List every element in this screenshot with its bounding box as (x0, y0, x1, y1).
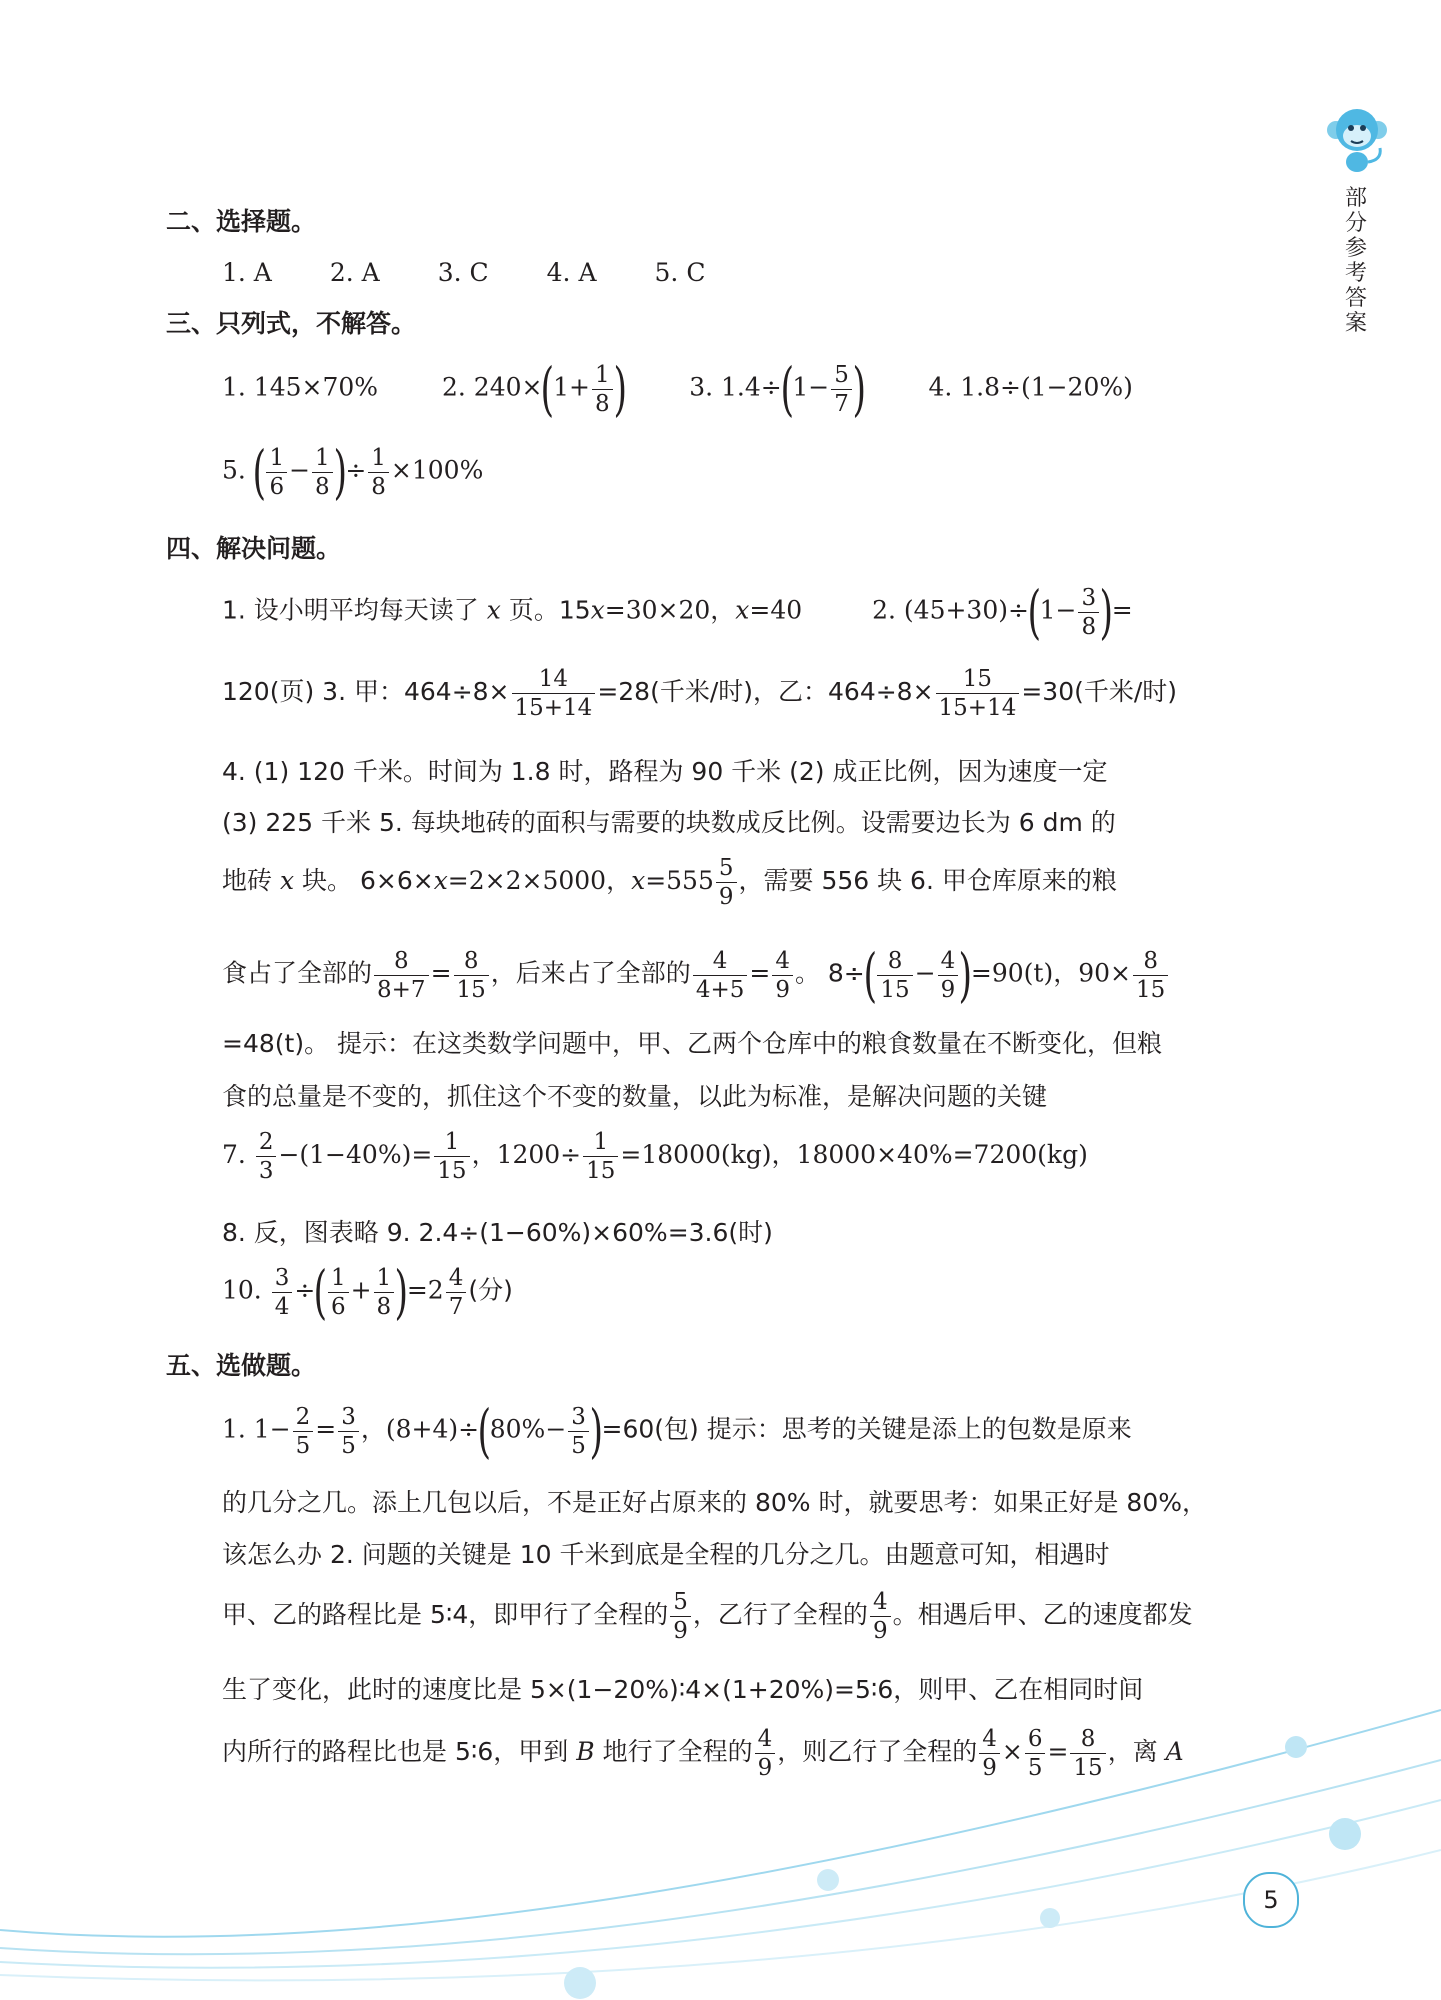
numerator: 4 (693, 947, 748, 976)
text: + (350, 1275, 372, 1305)
paren: ) (958, 941, 973, 1009)
fraction (693, 947, 748, 1004)
problem-line-10: 8. 反，图表略 9. 2.4÷(1−60%)×60%=3.6(时) (222, 1218, 773, 1247)
text: ，后来占了全部的 (490, 958, 691, 988)
text: ，1200÷ (471, 1140, 582, 1169)
text: 块。 6×6× (302, 866, 434, 895)
fraction (446, 1264, 467, 1321)
paren: ( (313, 1258, 328, 1326)
denominator: 9 (940, 976, 956, 1003)
text: ，则乙行了全程的 (777, 1737, 978, 1766)
optional-line-1 (222, 1397, 1132, 1465)
numerator: 1 (434, 1128, 469, 1157)
text: 地砖 (222, 866, 273, 895)
text: 7. (222, 1140, 246, 1169)
choice-answers (222, 258, 763, 287)
paren: ) (394, 1258, 409, 1326)
paren: ) (589, 1397, 604, 1465)
operator: − (289, 455, 311, 485)
numerator: 4 (938, 947, 959, 976)
text: = (315, 1414, 337, 1444)
numerator: 14 (512, 665, 596, 694)
text: ，需要 556 块 6. 甲仓库原来的粮 (738, 866, 1117, 895)
variable: x (590, 595, 605, 625)
formula-3-start: 3. 1.4÷ (689, 372, 782, 402)
denominator: 15 (1073, 1755, 1103, 1781)
text: − (914, 958, 936, 988)
numerator: 5 (831, 361, 852, 390)
text: 1. 设小明平均每天读了 (222, 595, 479, 625)
numerator: 3 (568, 1403, 589, 1432)
text: =30(千米/时) (1021, 677, 1178, 706)
optional-line-6 (222, 1725, 1184, 1782)
numerator: 1 (592, 361, 613, 390)
text: × (1001, 1737, 1023, 1766)
denominator: 8+7 (377, 976, 426, 1003)
text: (分) (468, 1275, 513, 1305)
text: 2. (45+30)÷ (872, 595, 1029, 625)
text: ÷ (294, 1275, 316, 1305)
text: 地行了全程的 (602, 1737, 753, 1766)
numerator: 5 (716, 854, 737, 883)
numerator: 1 (312, 444, 333, 473)
numerator: 1 (266, 444, 287, 473)
numerator: 4 (755, 1725, 776, 1754)
text: ，(8+4)÷ (360, 1414, 480, 1444)
fraction (454, 947, 489, 1004)
formula-1: 1. 145×70% (222, 372, 379, 402)
text: =555 (645, 866, 714, 895)
text: = (430, 958, 452, 988)
text: 10. (222, 1275, 262, 1305)
text: 。相遇后甲、乙的速度都发 (892, 1600, 1193, 1629)
text: 甲、乙的路程比是 5∶4，即甲行了全程的 (222, 1600, 669, 1629)
fraction (312, 444, 333, 501)
numerator: 8 (1070, 1725, 1105, 1754)
text: =28(千米/时)，乙：464÷8× (597, 677, 934, 706)
denominator: 15 (437, 1158, 467, 1184)
denominator: 9 (718, 884, 734, 910)
problem-line-8: 食的总量是不变的，抓住这个不变的数量，以此为标准，是解决问题的关键 (222, 1082, 1048, 1111)
problem-line-3: 4. (1) 120 千米。时间为 1.8 时，路程为 90 千米 (2) 成正比例，因为速度一定 (222, 757, 1108, 786)
numerator: 3 (272, 1264, 293, 1293)
text: =30×20， (604, 595, 736, 625)
monkey-mascot-icon (1326, 104, 1388, 174)
text: 1. 1− (222, 1414, 291, 1444)
denominator: 8 (594, 390, 610, 417)
fraction (592, 361, 613, 418)
problem-line-2 (222, 665, 1177, 722)
paren: ) (1099, 578, 1114, 646)
numerator: 1 (374, 1264, 395, 1293)
numerator: 4 (446, 1264, 467, 1293)
numerator: 15 (936, 665, 1020, 694)
paren: ( (780, 355, 794, 423)
denominator: 4+5 (695, 976, 745, 1003)
numerator: 4 (870, 1588, 891, 1617)
text: 120(页) 3. 甲：464÷8× (222, 677, 510, 706)
denominator: 8 (1081, 613, 1097, 640)
optional-line-3: 该怎么办 2. 问题的关键是 10 千米到底是全程的几分之几。由题意可知，相遇时 (222, 1540, 1110, 1569)
fraction (979, 1725, 1000, 1782)
fraction (266, 444, 287, 501)
denominator: 5 (295, 1432, 311, 1459)
text: 。 8÷ (794, 958, 865, 988)
section-5-title: 五、选做题。 (166, 1351, 317, 1380)
optional-line-2: 的几分之几。添上几包以后，不是正好占原来的 80% 时，就要思考：如果正好是 80%， (222, 1488, 1207, 1517)
numerator: 1 (368, 444, 389, 473)
paren: ) (333, 438, 347, 506)
fraction (938, 947, 959, 1004)
variable: x (433, 866, 448, 895)
numerator: 6 (1025, 1725, 1046, 1754)
variable: A (1165, 1737, 1184, 1766)
variable: x (631, 866, 646, 895)
denominator: 8 (315, 473, 330, 500)
numerator: 2 (293, 1403, 314, 1432)
problem-line-9 (222, 1128, 1088, 1185)
numerator: 4 (979, 1725, 1000, 1754)
denominator: 7 (834, 390, 849, 417)
denominator: 15 (880, 976, 910, 1003)
denominator: 9 (673, 1618, 688, 1644)
numerator: 1 (583, 1128, 618, 1157)
denominator: 8 (371, 473, 386, 500)
numerator: 4 (772, 947, 793, 976)
denominator: 6 (269, 473, 285, 500)
fraction (374, 947, 429, 1004)
section-4-title: 四、解决问题。 (166, 534, 342, 563)
problem-line-5 (222, 854, 1117, 911)
choice-answer-4: 4. A (546, 258, 597, 287)
choice-answer-2: 2. A (329, 258, 380, 287)
fraction (755, 1725, 776, 1782)
text: 页。15 (508, 595, 591, 625)
text: −(1−40%)= (278, 1140, 433, 1169)
denominator: 15 (456, 976, 486, 1003)
denominator: 15+14 (938, 695, 1017, 721)
denominator: 8 (376, 1293, 392, 1320)
fraction (1025, 1725, 1046, 1782)
formula-5-end: ×100% (390, 455, 484, 485)
denominator: 15+14 (514, 695, 593, 721)
variable: B (576, 1737, 595, 1766)
numerator: 2 (256, 1128, 277, 1157)
paren: ( (1027, 578, 1042, 646)
denominator: 9 (757, 1755, 773, 1781)
fraction (831, 361, 852, 418)
numerator: 8 (454, 947, 489, 976)
denominator: 3 (258, 1158, 274, 1184)
text: = (1111, 595, 1133, 625)
fraction (1133, 947, 1168, 1004)
text: =2×2×5000， (447, 866, 632, 895)
section-3-title: 三、只列式，不解答。 (166, 309, 417, 338)
problem-line-11 (222, 1258, 513, 1326)
text: =90(t)，90× (970, 958, 1131, 988)
text: = (1047, 1737, 1069, 1766)
text: 80%− (489, 1414, 567, 1444)
formula-line-1 (222, 355, 1133, 423)
fraction (936, 665, 1020, 722)
numerator: 1 (328, 1264, 349, 1293)
text: ，乙行了全程的 (692, 1600, 868, 1629)
fraction (772, 947, 793, 1004)
paren: ( (252, 438, 266, 506)
numerator: 8 (1133, 947, 1168, 976)
fraction (293, 1403, 314, 1460)
denominator: 9 (872, 1618, 888, 1644)
denominator: 9 (982, 1755, 997, 1781)
choice-answer-5: 5. C (654, 258, 706, 287)
numerator: 5 (670, 1588, 691, 1617)
variable: x (486, 595, 501, 625)
section-2-title: 二、选择题。 (166, 207, 317, 236)
denominator: 15 (1136, 976, 1166, 1003)
numerator: 8 (877, 947, 912, 976)
paren: ( (477, 1397, 492, 1465)
text: =18000(kg)，18000×40%=7200(kg) (620, 1140, 1088, 1169)
problem-line-6 (222, 941, 1170, 1009)
fraction (870, 1588, 891, 1645)
denominator: 5 (341, 1432, 356, 1459)
text: =60(包) 提示：思考的关键是添上的包数是原来 (601, 1414, 1132, 1444)
denominator: 5 (1027, 1755, 1043, 1781)
text: = (749, 958, 771, 988)
fraction (568, 1403, 589, 1460)
problem-line-7: =48(t)。 提示：在这类数学问题中，甲、乙两个仓库中的粮食数量在不断变化，但粮 (222, 1029, 1163, 1058)
variable: x (279, 866, 295, 895)
numerator: 3 (1078, 584, 1099, 613)
fraction (338, 1403, 359, 1460)
denominator: 7 (448, 1293, 464, 1320)
formula-line-2 (222, 438, 484, 506)
denominator: 9 (775, 976, 790, 1003)
formula-5-number: 5. (222, 455, 246, 485)
variable: x (735, 595, 750, 625)
problem-line-1 (222, 578, 1133, 646)
formula-2-mid: 1+ (553, 372, 590, 402)
fraction (670, 1588, 691, 1645)
fraction (256, 1128, 277, 1185)
paren: ( (540, 355, 555, 423)
denominator: 6 (330, 1293, 346, 1320)
fraction (272, 1264, 293, 1321)
fraction (877, 947, 912, 1004)
text: =2 (406, 1275, 444, 1305)
text: =40 (749, 595, 803, 625)
choice-answer-1: 1. A (222, 258, 272, 287)
text: 内所行的路程比也是 5∶6，甲到 (222, 1737, 569, 1766)
choice-answer-3: 3. C (437, 258, 489, 287)
denominator: 15 (586, 1158, 616, 1184)
fraction (583, 1128, 618, 1185)
side-tab (1326, 104, 1386, 336)
text: 食占了全部的 (222, 958, 373, 988)
fraction (368, 444, 389, 501)
formula-4: 4. 1.8÷(1−20%) (928, 372, 1133, 402)
paren: ) (852, 355, 866, 423)
optional-line-4 (222, 1588, 1193, 1645)
problem-line-4: (3) 225 千米 5. 每块地砖的面积与需要的块数成反比例。设需要边长为 6 dm 的 (222, 808, 1116, 837)
paren: ) (613, 355, 627, 423)
side-tab-label: 部分参考答案 (1344, 186, 1367, 336)
numerator: 8 (374, 947, 429, 976)
paren: ( (863, 941, 877, 1009)
denominator: 4 (274, 1293, 290, 1320)
fraction (716, 854, 737, 911)
fraction (1070, 1725, 1105, 1782)
page-number: 5 (1243, 1872, 1299, 1928)
fraction (512, 665, 596, 722)
operator: ÷ (345, 455, 367, 485)
denominator: 5 (571, 1432, 586, 1459)
fraction (1078, 584, 1099, 641)
text: ，离 (1107, 1737, 1158, 1766)
optional-line-5: 生了变化，此时的速度比是 5×(1−20%)∶4×(1+20%)=5∶6，则甲、乙在相同时间 (222, 1675, 1144, 1704)
formula-3-mid: 1− (792, 372, 830, 402)
formula-2-start: 2. 240× (441, 372, 543, 402)
fraction (374, 1264, 395, 1321)
text: 1− (1039, 595, 1077, 625)
fraction (328, 1264, 349, 1321)
numerator: 3 (338, 1403, 359, 1432)
fraction (434, 1128, 469, 1185)
